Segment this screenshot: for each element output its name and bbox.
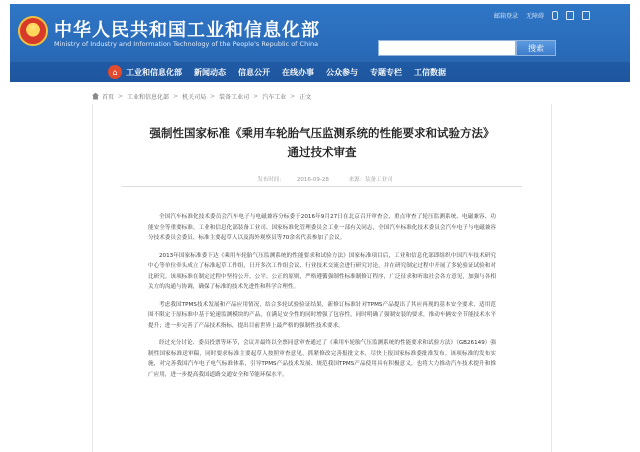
publish-date: 2016-09-28 <box>296 177 329 183</box>
breadcrumb-separator: > <box>210 92 216 100</box>
breadcrumb-auto-industry[interactable]: 汽车工业 <box>262 93 287 101</box>
breadcrumb-home[interactable]: 首页 <box>102 93 115 101</box>
home-icon[interactable]: ⌂ <box>108 65 122 79</box>
nav-item-special-topics[interactable]: 专题专栏 <box>370 67 402 77</box>
nav-item-info-public[interactable]: 信息公开 <box>238 67 270 77</box>
accessibility-link[interactable]: 无障碍 <box>525 13 544 20</box>
breadcrumb-separator: > <box>253 92 259 100</box>
breadcrumb-equipment-dept[interactable]: 装备工业司 <box>219 93 250 101</box>
national-emblem-icon: ★ <box>18 16 48 46</box>
publish-label: 发布时间： <box>257 177 285 183</box>
article-body <box>148 212 496 387</box>
mobile-icon[interactable] <box>552 11 558 20</box>
top-links <box>494 11 590 20</box>
breadcrumb-departments[interactable]: 机关司局 <box>182 93 207 101</box>
nav-item-data[interactable]: 工信数据 <box>414 67 446 77</box>
nav-item-news[interactable]: 新闻动态 <box>194 67 226 77</box>
breadcrumb-current: 正文 <box>299 93 312 101</box>
nav-item-public-participation[interactable]: 公众参与 <box>326 67 358 77</box>
breadcrumb-miit[interactable]: 工业和信息化部 <box>127 93 170 101</box>
article-title-line1: 强制性国家标准《乘用车轮胎气压监测系统的性能要求和试验方法》 <box>149 126 495 140</box>
article-paragraph: 考虑我国TPMS技术发展和产品应用情况，结合多轮试验验证结果，新修订标准针对TPMS产品提出了其应再现的基本安全要求，适用范围不限定于原标准中基于轮速监测模块的产品，在满足安全性的同时增强了包容性，同时明确了强制安装的要求，推动车辆安全节能技术水平提升；进一步完善了产品技术指标，提出目前世界上最严格的强制性技术要求。 <box>148 301 496 329</box>
article-paragraph: 经过充分讨论、委员投票等环节，会议并最终以全票同意审查通过了《乘用车轮胎气压监测系统的性能要求和试验方法》（GB26149）强制性国家标准送审稿，同时要求标准主要起草人按照审查意见，抓紧修改完善报批文本，尽快上报国家标准委批准发布。该项标准的发布实施，对完善我国汽车电子电气标准体系，引导TPMS产品技术发展、规范我国TPMS产品使用具有积极意义，也将大力推动汽车技术提升和推广应用，进一步提高我国道路交通安全和节能环保水平。 <box>148 340 496 378</box>
article-meta <box>92 175 552 183</box>
breadcrumb-home-icon <box>92 93 99 100</box>
nav-item-online-service[interactable]: 在线办事 <box>282 67 314 77</box>
weibo-icon[interactable] <box>566 11 574 20</box>
article-title <box>92 124 552 162</box>
search-input[interactable] <box>378 40 516 56</box>
title-divider <box>122 186 522 187</box>
publish-date-group <box>251 177 334 183</box>
breadcrumb-separator: > <box>118 92 124 100</box>
breadcrumb-separator: > <box>290 92 296 100</box>
site-title: 中华人民共和国工业和信息化部 <box>54 20 320 41</box>
article-source: 来源：装备工业司 <box>348 177 393 183</box>
article-title-line2: 通过技术审查 <box>287 145 357 159</box>
article-paragraph: 2013年国家标准委下达《乘用车轮胎气压监测系统的性能要求和试验方法》国家标准项目后，工业和信息化部即组织中国汽车技术研究中心等单位牵头成立了标准起草工作组，日开多次工作组会议、行业技术交流会进行研究讨论，并在研究制定过程中开展了多轮验证试验和对比研究。该项标准在制定过程中坚持公开、公平、公正的原则，严格遵循强制性标准制修订程序，广泛征求和听取社会各方意见，加强与各相关方的沟通与协调，确保了标准的技术先进性和科学合理性。 <box>148 252 496 290</box>
breadcrumb-separator: > <box>173 92 179 100</box>
article-paragraph: 全国汽车标准化技术委员会汽车电子与电磁兼容分标委于2016年9月27日在北京召开审查会，重点审查了轮压监测系统、电磁兼容、功能安全等重要标准。工业和信息化部装备工业司、国家标准化管理委员会工业一部有关同志，全国汽车标准化技术委员会汽车电子与电磁兼容分技术委员会委员、标准主要起草人以及海外观察员等70余名代表参加了会议。 <box>148 214 496 241</box>
search-button[interactable]: 搜索 <box>516 40 556 56</box>
main-nav <box>10 62 630 82</box>
site-subtitle: Ministry of Industry and Information Technology of the People's Republic of China <box>54 40 319 48</box>
wechat-icon[interactable] <box>582 11 590 20</box>
mail-login-link[interactable]: 邮箱登录 <box>493 13 518 20</box>
nav-item-miit[interactable]: 工业和信息化部 <box>126 67 182 77</box>
breadcrumb <box>92 90 311 102</box>
